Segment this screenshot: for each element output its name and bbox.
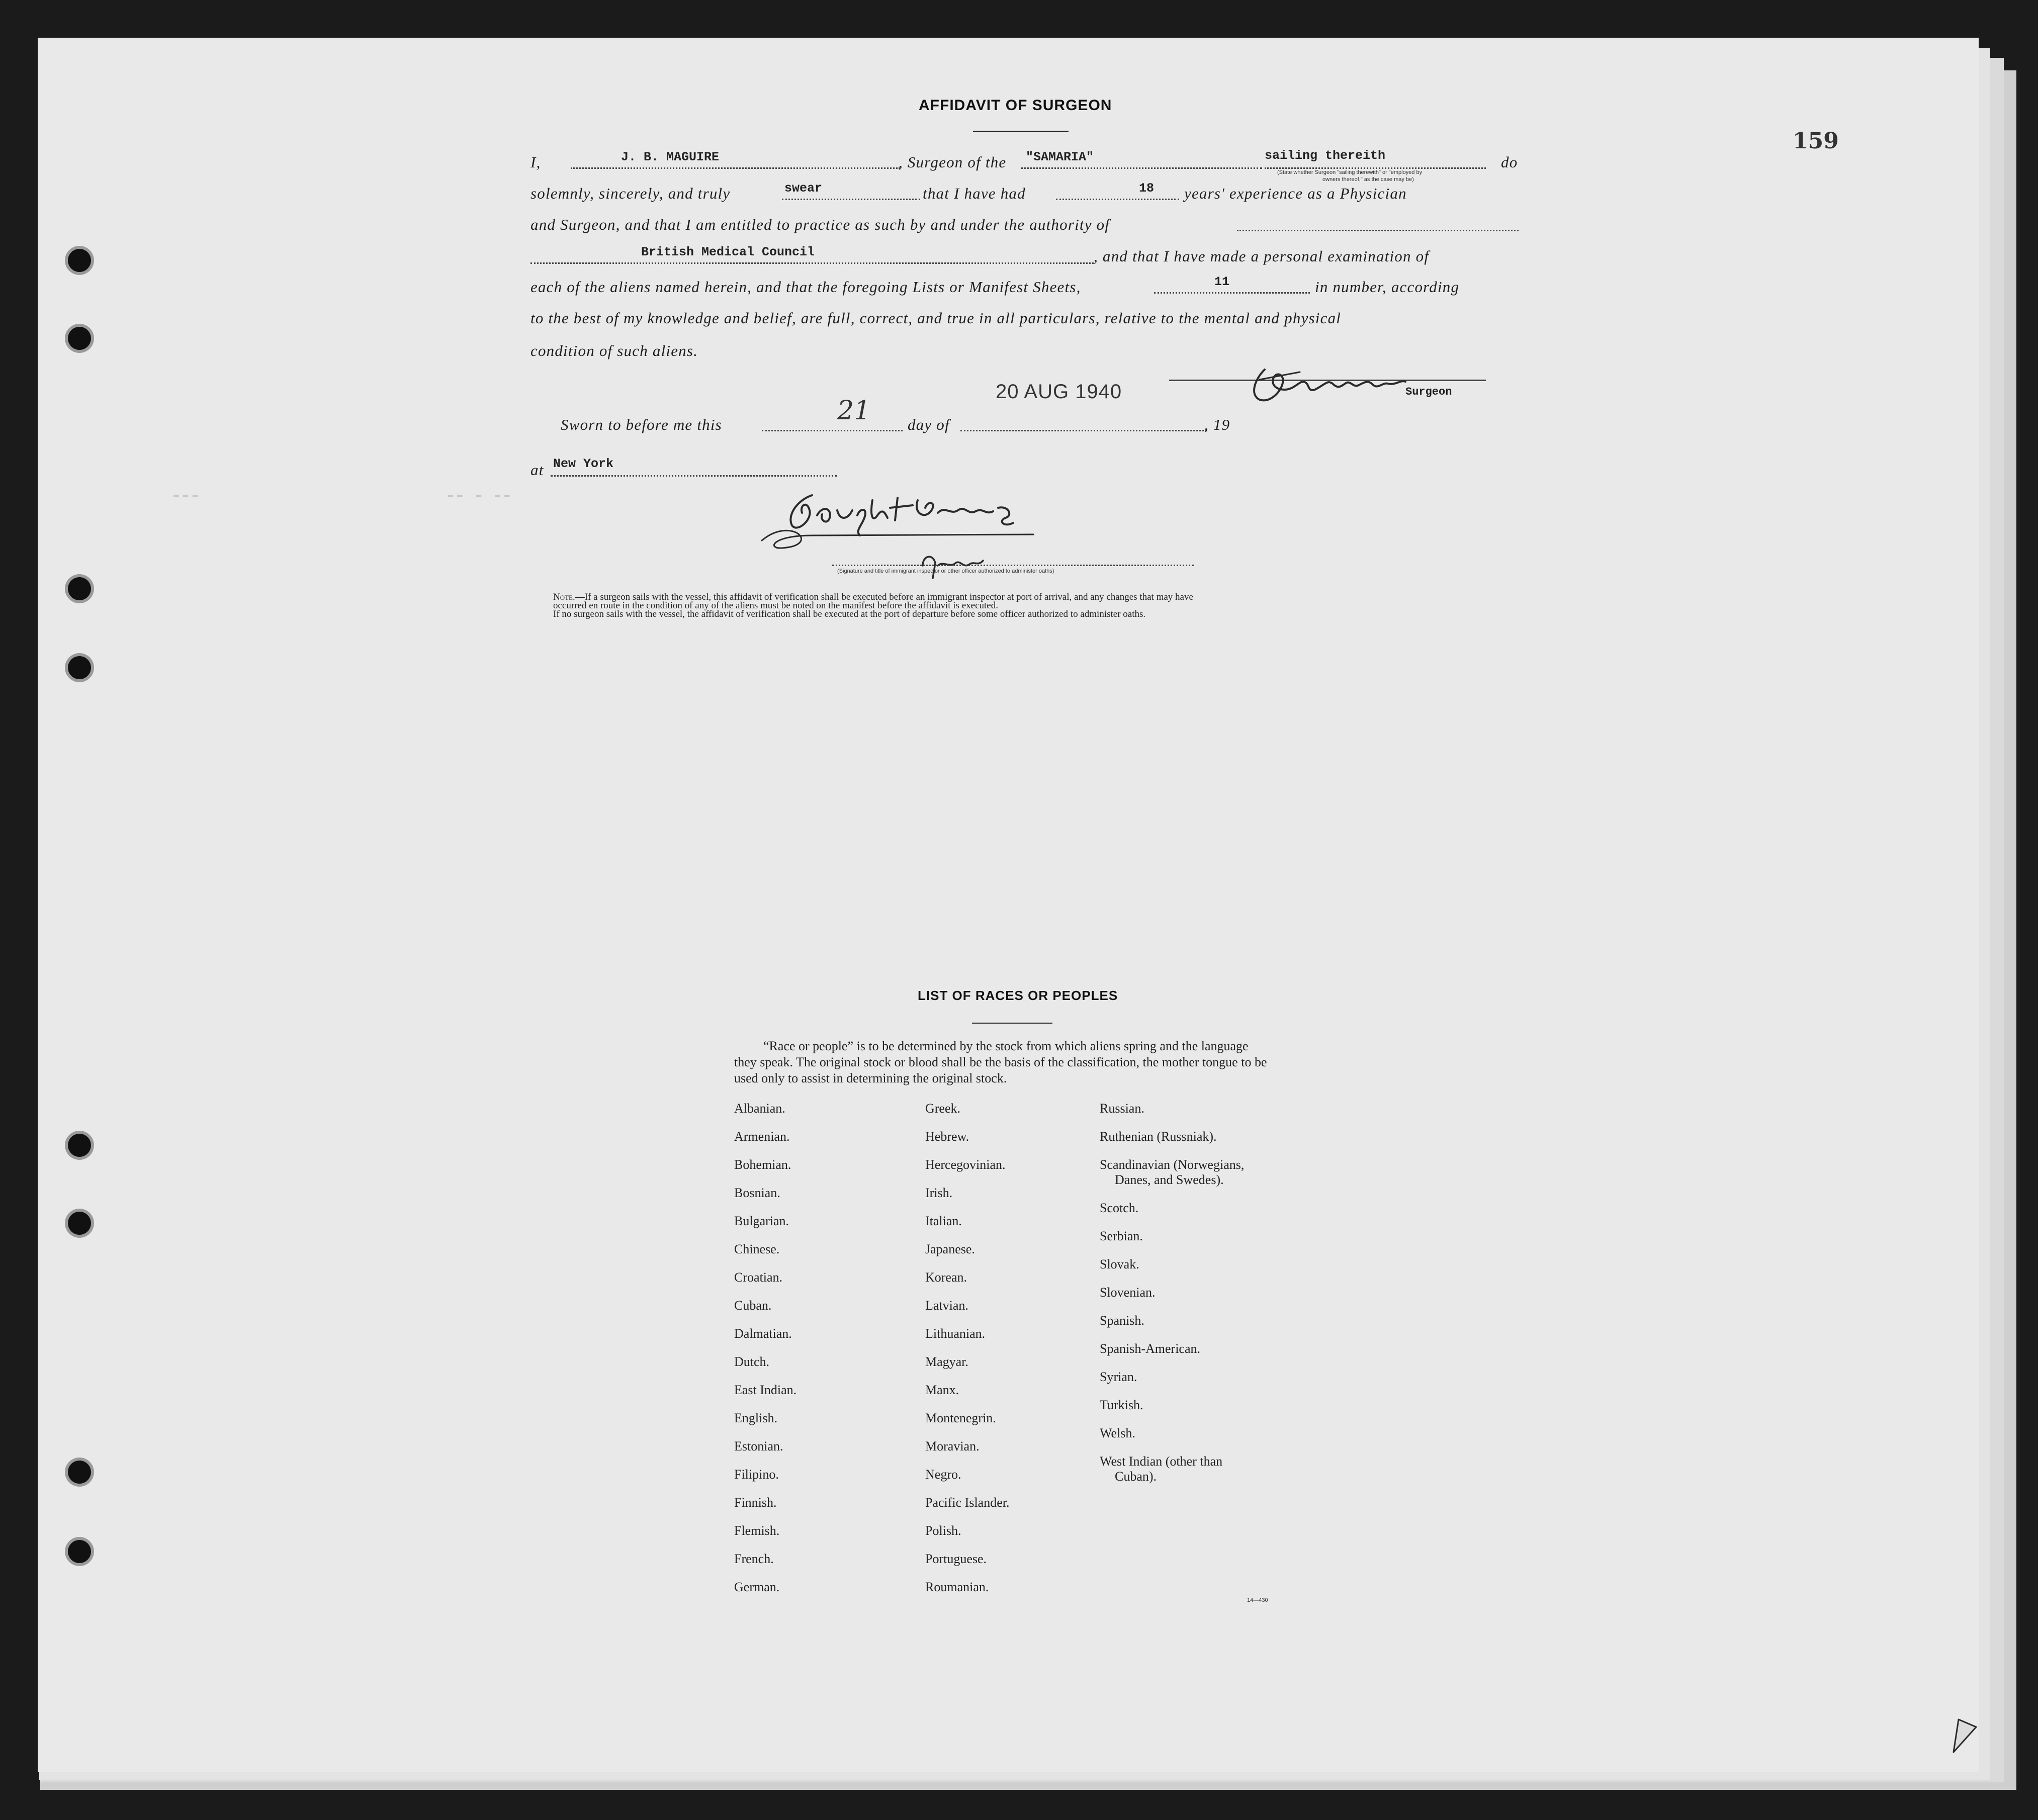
- page-corner-fold: [1948, 1717, 1989, 1757]
- race-item: Russian.: [1100, 1101, 1144, 1116]
- race-item: Polish.: [925, 1523, 961, 1538]
- note-line1-text: —If a surgeon sails with the vessel, this affidavit of verification shall be executed before an immigrant inspector at port of arrival, and any changes that may have: [575, 592, 1193, 602]
- date-stamp: 20 AUG 1940: [996, 381, 1122, 403]
- race-item: Chinese.: [734, 1242, 780, 1256]
- race-item: Bulgarian.: [734, 1214, 789, 1228]
- race-item: Japanese.: [925, 1242, 975, 1256]
- race-item: Hercegovinian.: [925, 1157, 1006, 1172]
- race-item: Magyar.: [925, 1354, 968, 1369]
- affidavit-title: AFFIDAVIT OF SURGEON: [919, 97, 1112, 114]
- place-lead: at: [530, 461, 544, 479]
- race-item: Danes, and Swedes).: [1115, 1172, 1224, 1187]
- races-intro: “Race or people” is to be determined by the stock from which aliens spring and the language they speak. The original stock or blood shall be the basis of the classification, the mother tongue to be used only to assist in determining the original stock.: [734, 1039, 1267, 1085]
- oath-field: [782, 199, 920, 200]
- oath-value: swear: [784, 181, 823, 196]
- punch-hole: [68, 656, 91, 679]
- vessel-name-value: "SAMARIA": [1026, 150, 1094, 164]
- punch-hole: [68, 249, 91, 272]
- race-item: Latvian.: [925, 1298, 968, 1313]
- authority-field: [530, 262, 1094, 264]
- inspector-caption: (Signature and title of immigrant inspector or other officer authorized to administer oaths): [837, 568, 1054, 574]
- inspector-signature-line: [832, 565, 1194, 566]
- race-item: Italian.: [925, 1214, 962, 1228]
- form-code: 14—430: [1247, 1597, 1268, 1603]
- note-line3: If no surgeon sails with the vessel, the affidavit of verification shall be executed at the port of departure before some officer authorized to administer oaths.: [553, 609, 1146, 619]
- title-underline: [973, 131, 1069, 132]
- race-item: Scotch.: [1100, 1201, 1139, 1215]
- race-item: French.: [734, 1552, 774, 1566]
- race-item: Bohemian.: [734, 1157, 791, 1172]
- sworn-day-value: 21: [837, 396, 871, 426]
- race-item: German.: [734, 1580, 780, 1594]
- surgeon-role-value: sailing thereith: [1265, 148, 1386, 163]
- race-item: Spanish.: [1100, 1313, 1144, 1328]
- punch-hole: [68, 1134, 91, 1157]
- note-line2: occurred en route in the condition of any of the aliens must be noted on the manifest before the affidavit is executed.: [553, 600, 998, 611]
- race-item: Moravian.: [925, 1439, 980, 1453]
- punch-hole: [68, 1461, 91, 1484]
- race-item: Albanian.: [734, 1101, 785, 1116]
- affidavit-line1-mid: , Surgeon of the: [899, 153, 1007, 171]
- sworn-mid: day of: [908, 416, 950, 433]
- affidavit-line4-tail: , and that I have made a personal examination of: [1094, 247, 1430, 265]
- punch-hole: [68, 1540, 91, 1563]
- race-item: Greek.: [925, 1101, 961, 1116]
- race-item: Estonian.: [734, 1439, 783, 1453]
- race-item: Spanish-American.: [1100, 1341, 1201, 1356]
- authority-value: British Medical Council: [641, 245, 815, 259]
- role-instruction-1: (State whether Surgeon "sailing therewith" or "employed by: [1277, 169, 1423, 175]
- race-item: Portuguese.: [925, 1552, 987, 1566]
- race-item: Bosnian.: [734, 1186, 780, 1200]
- vessel-field: [1021, 167, 1262, 169]
- punch-hole: [68, 1212, 91, 1235]
- race-item: Filipino.: [734, 1467, 779, 1482]
- race-item: Turkish.: [1100, 1398, 1143, 1412]
- role-instruction-2: owners thereof," as the case may be): [1322, 176, 1414, 183]
- sheet-count-field: [1154, 292, 1310, 294]
- affidavit-line1-tail: do: [1501, 153, 1518, 171]
- surgeon-signature: [1245, 359, 1456, 410]
- years-value: 18: [1139, 181, 1155, 196]
- sworn-day-field: [762, 430, 903, 431]
- surgeon-name-field: [571, 167, 900, 169]
- race-item: Dalmatian.: [734, 1326, 792, 1341]
- race-item: Roumanian.: [925, 1580, 989, 1594]
- race-item: Lithuanian.: [925, 1326, 986, 1341]
- punch-hole: [68, 577, 91, 600]
- race-item: Montenegrin.: [925, 1411, 996, 1425]
- affidavit-line6: to the best of my knowledge and belief, are full, correct, and true in all particulars, relative to the mental and physical: [530, 309, 1342, 327]
- race-item: Slovenian.: [1100, 1285, 1156, 1300]
- race-item: Finnish.: [734, 1495, 777, 1510]
- race-item: West Indian (other than: [1100, 1454, 1223, 1469]
- document-page: [38, 38, 1979, 1772]
- race-item: Hebrew.: [925, 1129, 969, 1144]
- years-field: [1056, 199, 1179, 200]
- place-field: [551, 475, 837, 477]
- sworn-month-field: [960, 430, 1207, 431]
- race-item: Armenian.: [734, 1129, 790, 1144]
- race-item: Negro.: [925, 1467, 961, 1482]
- affidavit-line2-lead: solemnly, sincerely, and truly: [530, 185, 731, 202]
- role-field: [1265, 167, 1486, 169]
- place-value: New York: [553, 457, 614, 471]
- affidavit-line2-mid: that I have had: [923, 185, 1026, 202]
- races-title-underline: [972, 1023, 1052, 1024]
- affidavit-line2-tail: years' experience as a Physician: [1184, 185, 1407, 202]
- sworn-year-prefix: , 19: [1204, 416, 1230, 433]
- bleed-through-mark: ▬▬▬ ▬▬ ▬ ▬▬: [173, 490, 514, 500]
- race-item: Ruthenian (Russniak).: [1100, 1129, 1217, 1144]
- race-item: East Indian.: [734, 1383, 797, 1397]
- surgeon-caption: Surgeon: [1405, 386, 1452, 398]
- affidavit-line5-tail: in number, according: [1315, 278, 1460, 296]
- race-item: Flemish.: [734, 1523, 780, 1538]
- affidavit-line7: condition of such aliens.: [530, 342, 698, 359]
- line3-trailing-field: [1237, 230, 1519, 231]
- race-item: English.: [734, 1411, 777, 1425]
- punch-hole: [68, 327, 91, 350]
- race-item: Manx.: [925, 1383, 959, 1397]
- race-item: Slovak.: [1100, 1257, 1139, 1271]
- race-item: Serbian.: [1100, 1229, 1143, 1243]
- races-title: LIST OF RACES OR PEOPLES: [918, 988, 1118, 1003]
- affidavit-line1-lead: I,: [530, 153, 541, 171]
- sworn-lead: Sworn to before me this: [561, 416, 722, 433]
- page-number: 159: [1793, 128, 1839, 154]
- race-item: Irish.: [925, 1186, 953, 1200]
- race-item: Scandinavian (Norwegians,: [1100, 1157, 1245, 1172]
- race-item: Pacific Islander.: [925, 1495, 1010, 1510]
- race-item: Croatian.: [734, 1270, 783, 1285]
- note-label: Note.: [553, 592, 575, 602]
- affidavit-line5-lead: each of the aliens named herein, and that the foregoing Lists or Manifest Sheets,: [530, 278, 1081, 296]
- race-item: Welsh.: [1100, 1426, 1135, 1440]
- surgeon-name-value: J. B. MAGUIRE: [621, 150, 720, 164]
- race-item: Dutch.: [734, 1354, 770, 1369]
- race-item: Cuban.: [734, 1298, 772, 1313]
- race-item: Korean.: [925, 1270, 967, 1285]
- sheet-count-value: 11: [1214, 275, 1230, 289]
- race-item: Syrian.: [1100, 1370, 1137, 1384]
- affidavit-line3: and Surgeon, and that I am entitled to practice as such by and under the authority of: [530, 216, 1110, 233]
- race-item: Cuban).: [1115, 1469, 1157, 1484]
